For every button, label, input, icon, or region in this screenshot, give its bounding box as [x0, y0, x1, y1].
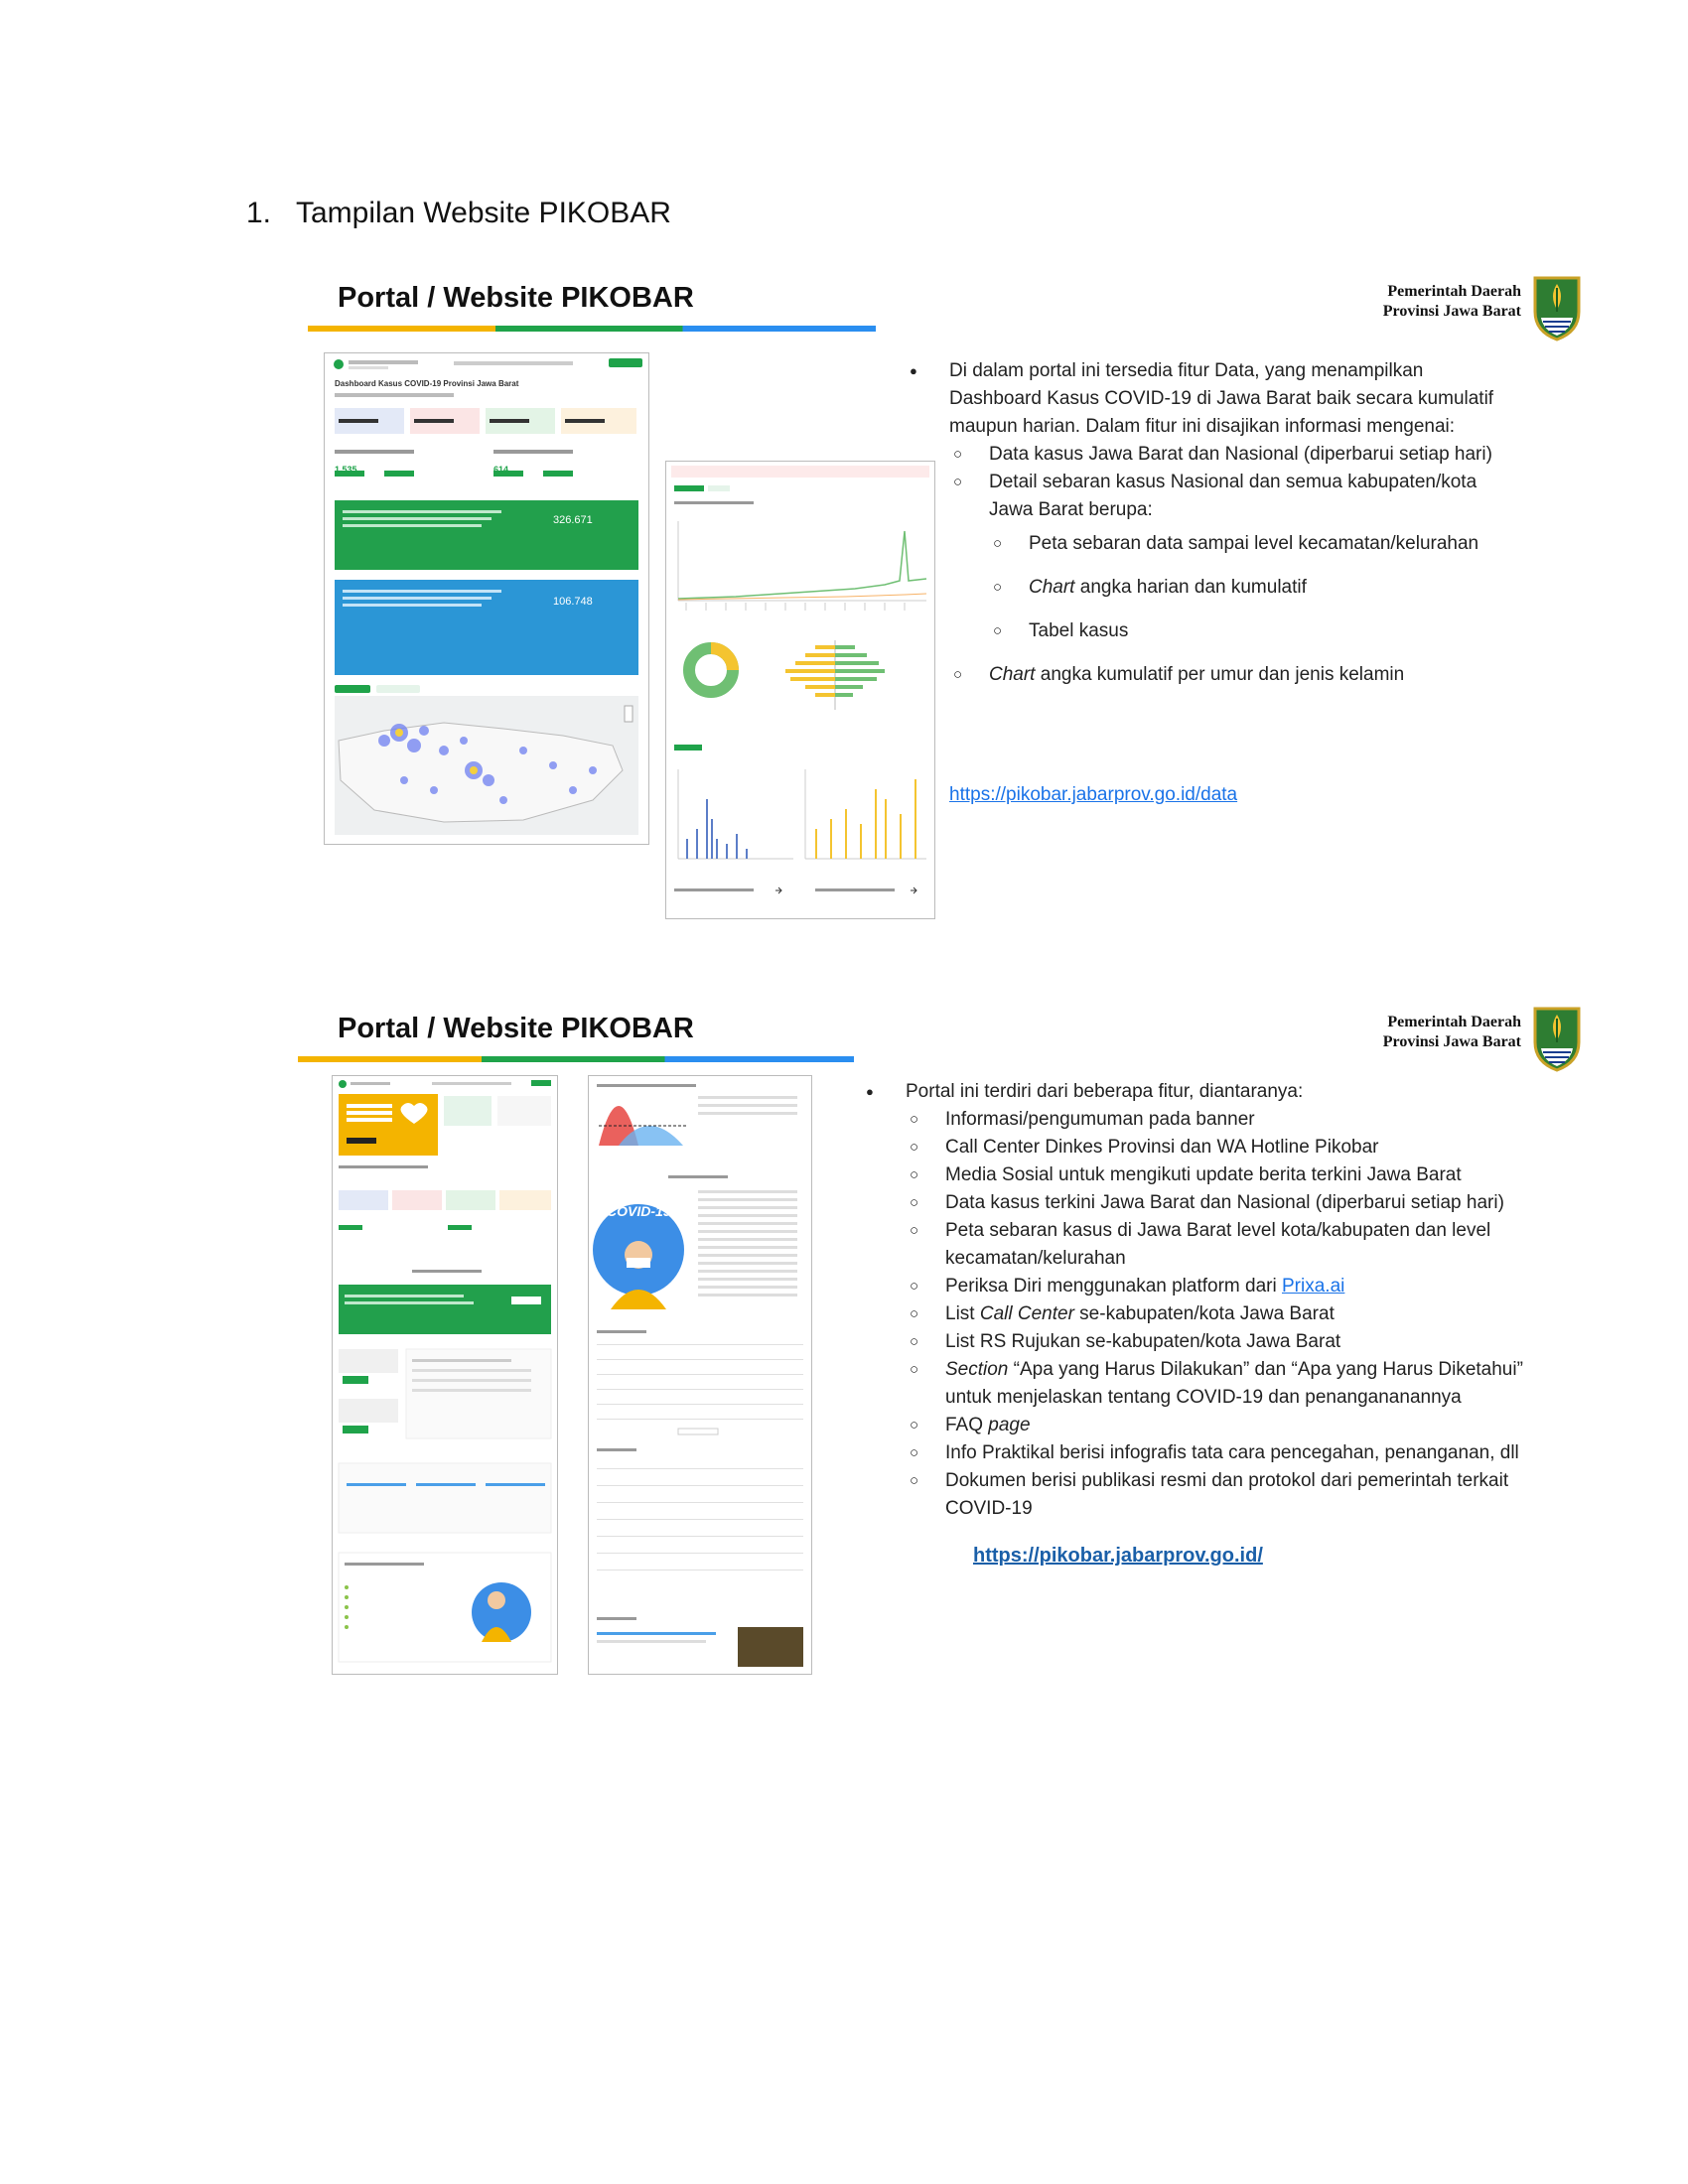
bullet-data-feature: [910, 357, 1505, 689]
dashboard-title: Dashboard Kasus COVID-19 Provinsi Jawa Barat: [335, 379, 519, 388]
rapid-test-value: 326.671: [553, 514, 593, 526]
info-screenshot: [588, 1075, 812, 1675]
slide-title: Portal / Website PIKOBAR: [338, 282, 694, 314]
odp-value: 1.535: [335, 465, 357, 475]
feature-item: ○ FAQ page: [906, 1412, 1561, 1439]
section-heading: [246, 197, 671, 230]
feature-item: ○ List RS Rujukan se-kabupaten/kota Jawa Barat: [906, 1328, 1561, 1356]
homepage-screenshot: [332, 1075, 558, 1675]
feature-item: ○ Peta sebaran kasus di Jawa Barat level kota/kabupaten dan level kecamatan/kelurahan: [906, 1217, 1561, 1273]
prixa-link[interactable]: Prixa.ai: [1282, 1276, 1345, 1297]
slide1-bullets: [910, 357, 1505, 806]
jabar-logo-icon: [1529, 1003, 1585, 1078]
slide-portal-features: [298, 1013, 1589, 1727]
pcr-value: 106.748: [553, 596, 593, 608]
bullet-text: Di dalam portal ini tersedia fitur Data, yang menampilkan Dashboard Kasus COVID-19 di Jawa Barat baik secara kumulatif maupun harian. Dalam fitur ini disajikan informasi mengenai:: [949, 360, 1494, 437]
gov-line-2: Provinsi Jawa Barat: [1382, 1033, 1521, 1050]
gov-line-1: Pemerintah Daerah: [1387, 1014, 1521, 1030]
heading-number: 1.: [246, 197, 272, 229]
dashboard-screenshot: [324, 352, 649, 845]
feature-item: ○ List Call Center se-kabupaten/kota Jawa Barat: [906, 1300, 1561, 1328]
slide-data-portal: [298, 282, 1589, 997]
slide2-bullets: [866, 1078, 1561, 1568]
slide-title: Portal / Website PIKOBAR: [338, 1013, 694, 1044]
pikobar-home-link[interactable]: https://pikobar.jabarprov.go.id/: [973, 1545, 1263, 1567]
feature-item: ○ Periksa Diri menggunakan platform dari Prixa.ai: [906, 1273, 1561, 1300]
sub-sub-item: ○ Peta sebaran data sampai level kecamatan/kelurahan: [989, 530, 1505, 558]
sub-item: ○ Chart angka kumulatif per umur dan jenis kelamin: [949, 661, 1505, 689]
feature-item: ○ Media Sosial untuk mengikuti update berita terkini Jawa Barat: [906, 1161, 1561, 1189]
feature-item: ○ Info Praktikal berisi infografis tata cara pencegahan, penanganan, dll: [906, 1439, 1561, 1467]
gov-line-2: Provinsi Jawa Barat: [1382, 303, 1521, 320]
charts-screenshot: [665, 461, 935, 919]
bullet-text: Portal ini terdiri dari beberapa fitur, diantaranya:: [906, 1081, 1304, 1102]
pdp-value: 614: [493, 465, 509, 475]
feature-item: ○ Informasi/pengumuman pada banner: [906, 1106, 1561, 1134]
title-stripe: [308, 326, 876, 332]
feature-item: ○ Dokumen berisi publikasi resmi dan protokol dari pemerintah terkait COVID-19: [906, 1467, 1561, 1523]
bullet-features: [866, 1078, 1561, 1523]
covid-badge: COVID-19: [607, 1203, 671, 1219]
feature-item: ○ Section “Apa yang Harus Dilakukan” dan “Apa yang Harus Diketahui” untuk menjelaskan tentang COVID-19 dan penangananannya: [906, 1356, 1561, 1412]
sub-sub-item: ○ Tabel kasus: [989, 617, 1505, 645]
heading-text: Tampilan Website PIKOBAR: [296, 197, 671, 229]
data-portal-link[interactable]: https://pikobar.jabarprov.go.id/data: [949, 784, 1238, 805]
gov-label: [1383, 1013, 1521, 1052]
gov-line-1: Pemerintah Daerah: [1387, 283, 1521, 300]
gov-label: [1383, 282, 1521, 322]
feature-item: ○ Data kasus terkini Jawa Barat dan Nasional (diperbarui setiap hari): [906, 1189, 1561, 1217]
sub-sub-item: ○ Chart angka harian dan kumulatif: [989, 574, 1505, 602]
jabar-logo-icon: [1529, 272, 1585, 347]
feature-item: ○ Call Center Dinkes Provinsi dan WA Hotline Pikobar: [906, 1134, 1561, 1161]
sub-item: ○ Detail sebaran kasus Nasional dan semua kabupaten/kota Jawa Barat berupa: ○ Peta sebaran data sampai level kecamatan/kelurahan ○ Chart angka harian dan kumulatif ○ Tabel kasus: [949, 469, 1505, 645]
sub-item: ○ Data kasus Jawa Barat dan Nasional (diperbarui setiap hari): [949, 441, 1505, 469]
title-stripe: [298, 1056, 854, 1062]
